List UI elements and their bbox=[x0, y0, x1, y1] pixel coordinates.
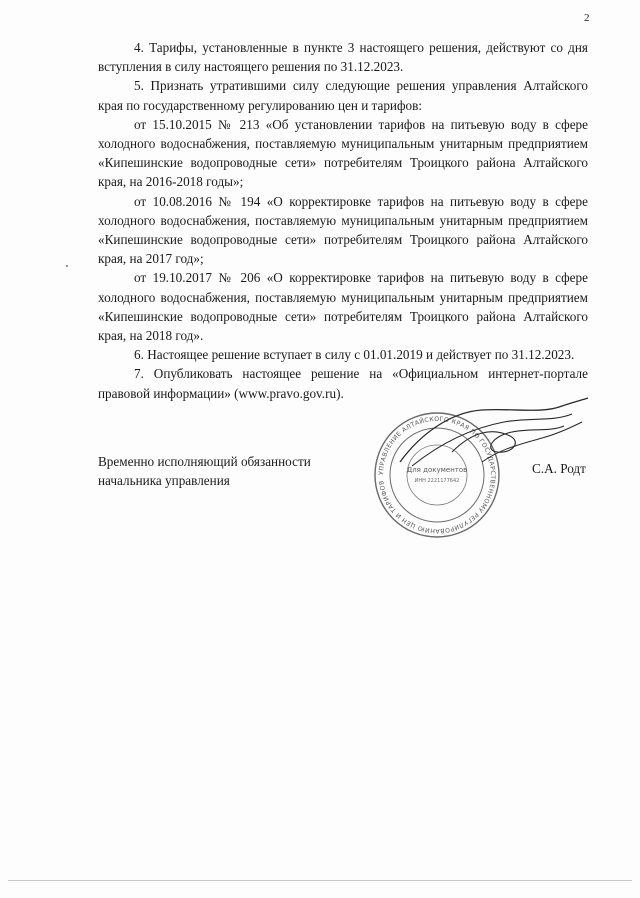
page-number: 2 bbox=[584, 12, 590, 24]
paragraph-5-item-1: от 15.10.2015 № 213 «Об установлении тарифов на питьевую воду в сфере холодного водоснабжения, поставляемую муниципальным унитарным предприятием «Кипешинские водопроводные сети» потребителям Троицкого района Алтайского края, на 2016-2018 годы»; bbox=[98, 116, 588, 190]
seal-inner-text: Для документов bbox=[406, 466, 468, 474]
seal-outer-text: УПРАВЛЕНИЕ АЛТАЙСКОГО КРАЯ ПО ГОСУДАРСТВЕННОМУ РЕГУЛИРОВАНИЮ ЦЕН И ТАРИФОВ bbox=[377, 415, 497, 535]
seal-inn-text: ИНН 2221177642 bbox=[414, 478, 460, 484]
scan-speck bbox=[66, 265, 68, 267]
signatory-position-line-2: начальника управления bbox=[98, 473, 230, 489]
signatory-name: С.А. Родт bbox=[532, 461, 586, 476]
document-body bbox=[98, 38, 588, 403]
paragraph-5-item-2: от 10.08.2016 № 194 «О корректировке тарифов на питьевую воду в сфере холодного водоснабжения, поставляемую муниципальным унитарным предприятием «Кипешинские водопроводные сети» потребителям Троицкого района Алтайского края, на 2017 год»; bbox=[98, 193, 588, 267]
paragraph-7: 7. Опубликовать настоящее решение на «Официальном интернет-портале правовой информации» (www.pravo.gov.ru). bbox=[98, 366, 588, 401]
signatory-position-line-1: Временно исполняющий обязанности bbox=[98, 454, 311, 469]
paragraph-4: 4. Тарифы, установленные в пункте 3 настоящего решения, действуют со дня вступления в силу настоящего решения по 31.12.2023. bbox=[98, 40, 588, 75]
paragraph-5: 5. Признать утратившими силу следующие решения управления Алтайского края по государственному регулированию цен и тарифов: bbox=[98, 78, 588, 113]
paragraph-5-item-3: от 19.10.2017 № 206 «О корректировке тарифов на питьевую воду в сфере холодного водоснабжения, поставляемую муниципальным унитарным предприятием «Кипешинские водопроводные сети» потребителям Троицкого района Алтайского края, на 2018 год». bbox=[98, 270, 588, 344]
paragraph-6: 6. Настоящее решение вступает в силу с 01.01.2019 и действует по 31.12.2023. bbox=[134, 347, 575, 363]
signatory-position bbox=[98, 452, 388, 490]
page-bottom-edge bbox=[8, 880, 632, 881]
